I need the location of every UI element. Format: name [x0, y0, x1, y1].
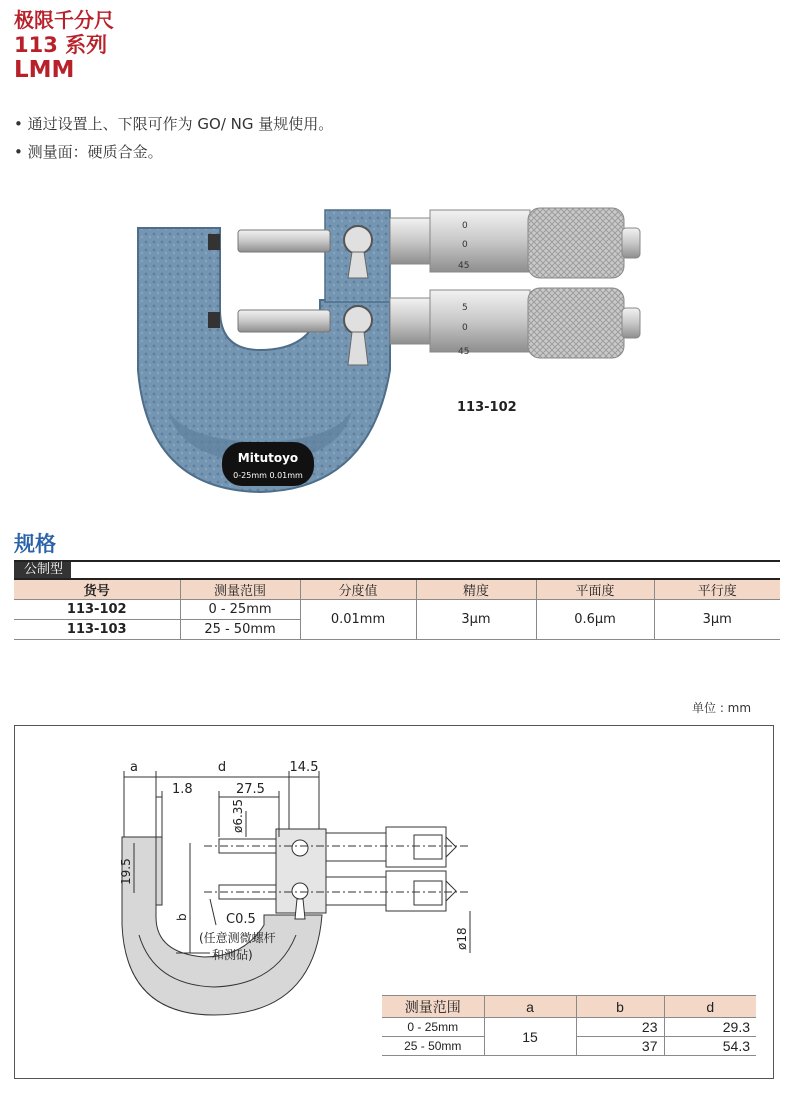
thimble-mark: 0	[462, 240, 468, 250]
thimble-mark: 45	[458, 261, 470, 271]
col-header: 平面度	[536, 580, 654, 600]
flatness-cell: 0.6μm	[536, 600, 654, 640]
range-cell: 25 - 50mm	[180, 620, 300, 640]
col-header: 测量范围	[382, 996, 484, 1018]
col-header: 平行度	[654, 580, 780, 600]
feature-item-2: • 测量面：硬质合金。	[14, 141, 163, 163]
range-cell: 25 - 50mm	[382, 1037, 484, 1056]
metric-tag: 公制型	[14, 562, 71, 578]
dim-6-35: ø6.35	[231, 798, 245, 833]
accuracy-cell: 3μm	[416, 600, 536, 640]
thimble-mark: 5	[462, 303, 468, 313]
dimension-table	[382, 995, 756, 1056]
col-header: b	[576, 996, 664, 1018]
c05-label: C0.5	[226, 912, 256, 927]
parallelism-cell: 3μm	[654, 600, 780, 640]
col-header: a	[484, 996, 576, 1018]
dim-a: a	[130, 760, 138, 775]
product-code: LMM	[14, 57, 75, 83]
d-cell: 29.3	[664, 1018, 756, 1037]
table-row	[382, 1018, 756, 1037]
thimble-mark: 0	[462, 221, 468, 231]
feature-item-1: • 通过设置上、下限可作为 GO/ NG 量规使用。	[14, 113, 333, 135]
dim-27-5: 27.5	[236, 782, 265, 797]
col-header: 货号	[14, 580, 180, 600]
table-header-row	[14, 580, 780, 600]
unit-label: 单位 : mm	[692, 701, 752, 715]
dim-b: b	[175, 913, 189, 921]
d-cell: 54.3	[664, 1037, 756, 1056]
col-header: 精度	[416, 580, 536, 600]
brand-logo: Mitutoyo	[237, 451, 299, 465]
dim-1-8: 1.8	[172, 782, 193, 797]
thimble-mark: 0	[462, 323, 468, 333]
thimble-mark: 45	[458, 347, 470, 357]
dim-14-5: 14.5	[289, 760, 319, 775]
col-header: 测量范围	[180, 580, 300, 600]
dim-19-5: 19.5	[119, 858, 133, 885]
spec-heading: 规格	[14, 532, 56, 556]
note-line-2: 和测砧)	[212, 948, 253, 962]
col-header: d	[664, 996, 756, 1018]
photo-model-label: 113-102	[457, 400, 517, 415]
range-cell: 0 - 25mm	[382, 1018, 484, 1037]
b-cell: 23	[576, 1018, 664, 1037]
graduation-cell: 0.01mm	[300, 600, 416, 640]
item-code: 113-103	[14, 620, 180, 640]
dim-d: d	[217, 760, 227, 775]
item-code: 113-102	[14, 600, 180, 620]
a-cell: 15	[484, 1018, 576, 1056]
col-header: 分度值	[300, 580, 416, 600]
divider	[14, 560, 780, 562]
table-row	[14, 600, 780, 620]
b-cell: 37	[576, 1037, 664, 1056]
dim-18: ø18	[455, 927, 469, 950]
product-title: 极限千分尺	[14, 8, 114, 32]
table-header-row	[382, 996, 756, 1018]
product-photo	[120, 200, 650, 500]
note-line-1: (任意测微螺杆	[199, 931, 276, 945]
product-series: 113 系列	[14, 33, 108, 57]
range-cell: 0 - 25mm	[180, 600, 300, 620]
spec-table	[14, 580, 780, 640]
plate-text: 0-25mm 0.01mm	[233, 471, 303, 480]
